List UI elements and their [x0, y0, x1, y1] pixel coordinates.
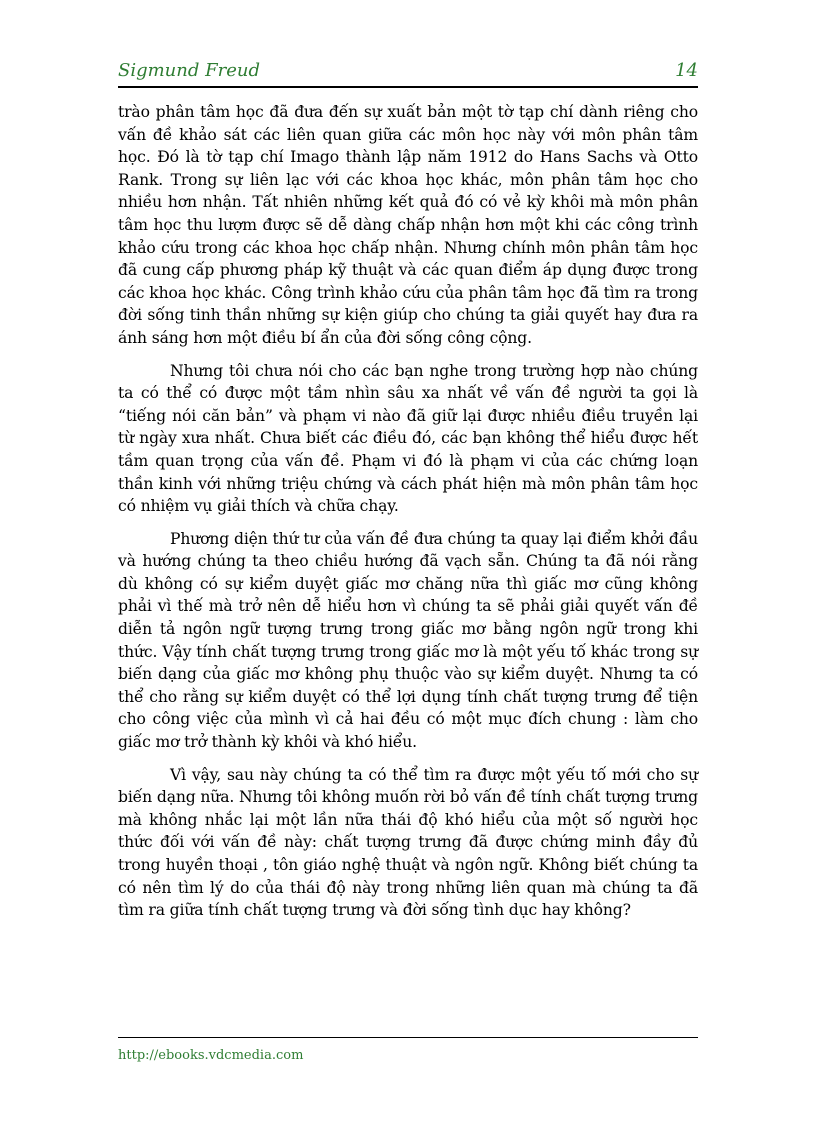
header-author: Sigmund Freud — [118, 60, 260, 81]
paragraph-3: Phương diện thứ tư của vấn đề đưa chúng ta quay lại điểm khởi đầu và hướng chúng ta theo chiều hướng đã vạch sẵn. Chúng ta đã nói rằng dù không có sự kiểm duyệt giấc mơ chăng nữa thì giấc mơ cũng không phải vì thế mà trở nên dễ hiểu hơn vì chúng ta sẽ phải giải quyết vấn đề diễn tả ngôn ngữ tượng trưng trong giấc mơ bằng ngôn ngữ trong khi thức. Vậy tính chất tượng trưng trong giấc mơ là một yếu tố khác trong sự biến dạng của giấc mơ không phụ thuộc vào sự kiểm duyệt. Nhưng ta có thể cho rằng sự kiểm duyệt có thể lợi dụng tính chất tượng trưng để tiện cho công việc của mình vì cả hai đều có một mục đích chung : làm cho giấc mơ trở thành kỳ khôi và khó hiểu. — [118, 529, 698, 752]
body-text — [118, 101, 698, 932]
paragraph-4: Vì vậy, sau này chúng ta có thể tìm ra được một yếu tố mới cho sự biến dạng nữa. Nhưng tôi không muốn rời bỏ vấn đề tính chất tượng trưng mà không nhắc lại một lần nữa thái độ khó hiểu của một số người học thức đối với vấn đề này: chất tượng trưng đã được chứng minh đầy đủ trong huyền thoại , tôn giáo nghệ thuật và ngôn ngữ. Không biết chúng ta có nên tìm lý do của thái độ này trong những liên quan mà chúng ta đã tìm ra giữa tính chất tượng trưng và đời sống tình dục hay không? — [118, 765, 698, 920]
page-footer — [118, 1037, 698, 1063]
paragraph-1: trào phân tâm học đã đưa đến sự xuất bản một tờ tạp chí dành riêng cho vấn đề khảo sát các liên quan giữa các môn học này với môn phân tâm học. Đó là tờ tạp chí Imago thành lập năm 1912 do Hans Sachs và Otto Rank. Trong sự liên lạc với các khoa học khác, môn phân tâm học cho nhiều hơn nhận. Tất nhiên những kết quả đó có vẻ kỳ khôi mà môn phân tâm học thu lượm được sẽ dễ dàng chấp nhận hơn một khi các công trình khảo cứu trong các khoa học chấp nhận. Nhưng chính môn phân tâm học đã cung cấp phương pháp kỹ thuật và các quan điểm áp dụng được trong các khoa học khác. Công trình khảo cứu của phân tâm học đã tìm ra trong đời sống tinh thần những sự kiện giúp cho chúng ta giải quyết hay đưa ra ánh sáng hơn một điều bí ẩn của đời sống công cộng. — [118, 103, 698, 347]
paragraph-2: Nhưng tôi chưa nói cho các bạn nghe trong trường hợp nào chúng ta có thể có được một tầm nhìn sâu xa nhất về vấn đề người ta gọi là “tiếng nói căn bản” và phạm vi nào đã giữ lại được nhiều điều truyền lại từ ngày xưa nhất. Chưa biết các điều đó, các bạn không thể hiểu được hết tầm quan trọng của vấn đề. Phạm vi đó là phạm vi của các chứng loạn thần kinh với những triệu chứng và cách phát hiện mà môn phân tâm học có nhiệm vụ giải thích và chữa chạy. — [118, 361, 698, 516]
page-number: 14 — [675, 60, 698, 81]
page-header — [118, 58, 698, 88]
footer-link[interactable]: http://ebooks.vdcmedia.com — [118, 1048, 304, 1063]
